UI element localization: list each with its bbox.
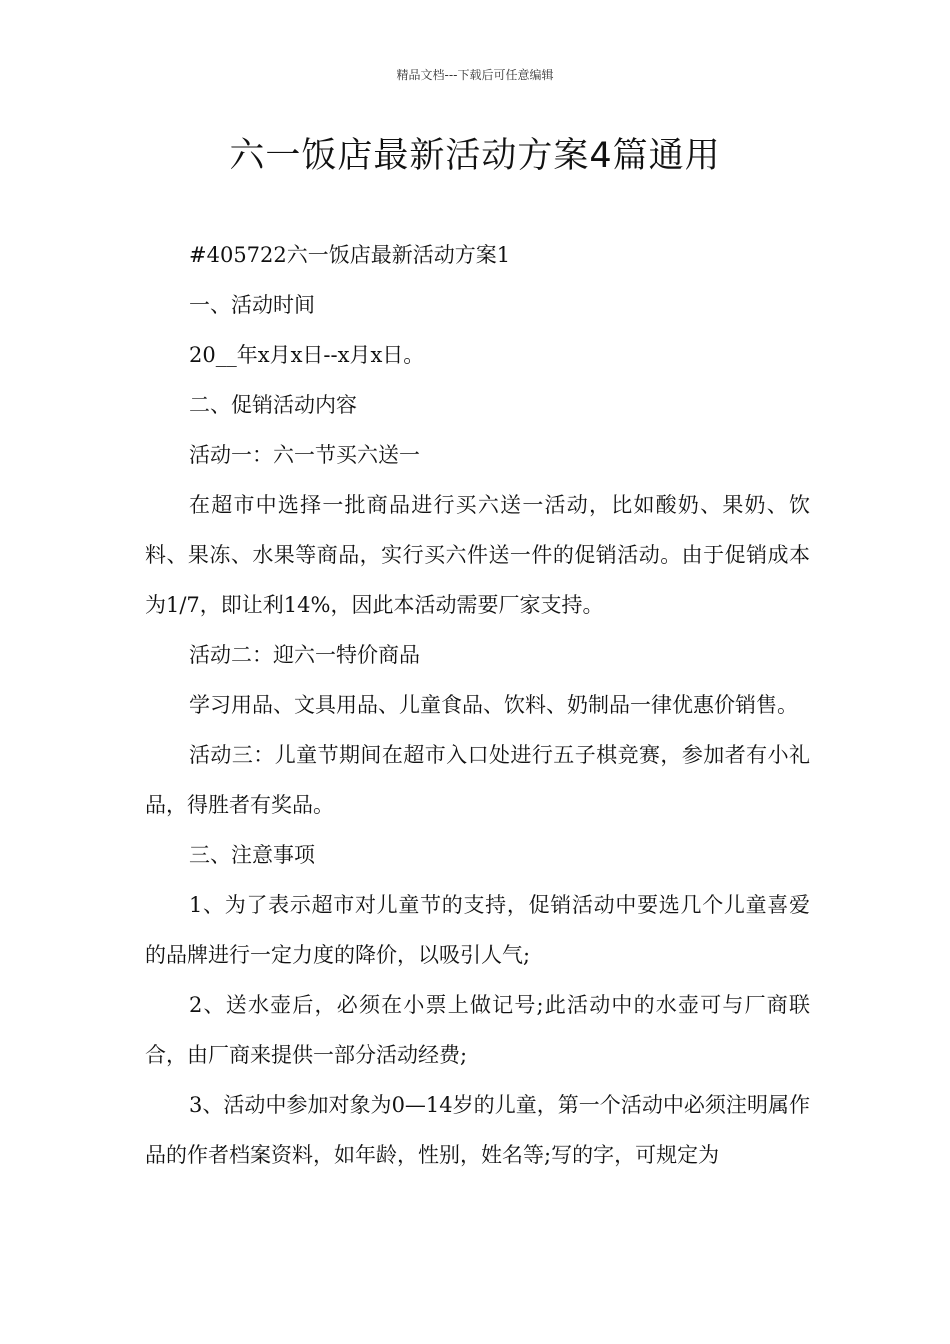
header-note: 精品文档---下载后可任意编辑 <box>396 68 554 82</box>
subheading-promotion-content: 二、促销活动内容 <box>189 393 357 417</box>
paragraph-note-1: 1、为了表示超市对儿童节的支持，促销活动中要选几个儿童喜爱的品牌进行一定力度的降价，以吸引人气; <box>145 893 810 967</box>
paragraph-activity-three: 活动三：儿童节期间在超市入口处进行五子棋竞赛，参加者有小礼品，得胜者有奖品。 <box>145 743 810 817</box>
subheading-notes: 三、注意事项 <box>189 843 315 867</box>
paragraph-activity-two: 学习用品、文具用品、儿童食品、饮料、奶制品一律优惠价销售。 <box>189 693 798 717</box>
paragraph-activity-one: 在超市中选择一批商品进行买六送一活动，比如酸奶、果奶、饮料、果冻、水果等商品，实行买六件送一件的促销活动。由于促销成本为1/7，即让利14%，因此本活动需要厂家支持。 <box>145 493 810 617</box>
subheading-activity-time: 一、活动时间 <box>189 293 315 317</box>
document-body <box>145 230 810 1180</box>
document-title: 六一饭店最新活动方案4篇通用 <box>229 136 721 176</box>
activity-two-title: 活动二：迎六一特价商品 <box>189 643 420 667</box>
section-heading-plan-1: #405722六一饭店最新活动方案1 <box>189 243 511 267</box>
paragraph-date: 20__年x月x日--x月x日。 <box>189 343 425 367</box>
paragraph-note-2: 2、送水壶后，必须在小票上做记号;此活动中的水壶可与厂商联合，由厂商来提供一部分活动经费; <box>145 993 810 1067</box>
activity-one-title: 活动一：六一节买六送一 <box>189 443 420 467</box>
paragraph-note-3: 3、活动中参加对象为0—14岁的儿童，第一个活动中必须注明属作品的作者档案资料，如年龄，性别，姓名等;写的字，可规定为 <box>145 1093 810 1167</box>
